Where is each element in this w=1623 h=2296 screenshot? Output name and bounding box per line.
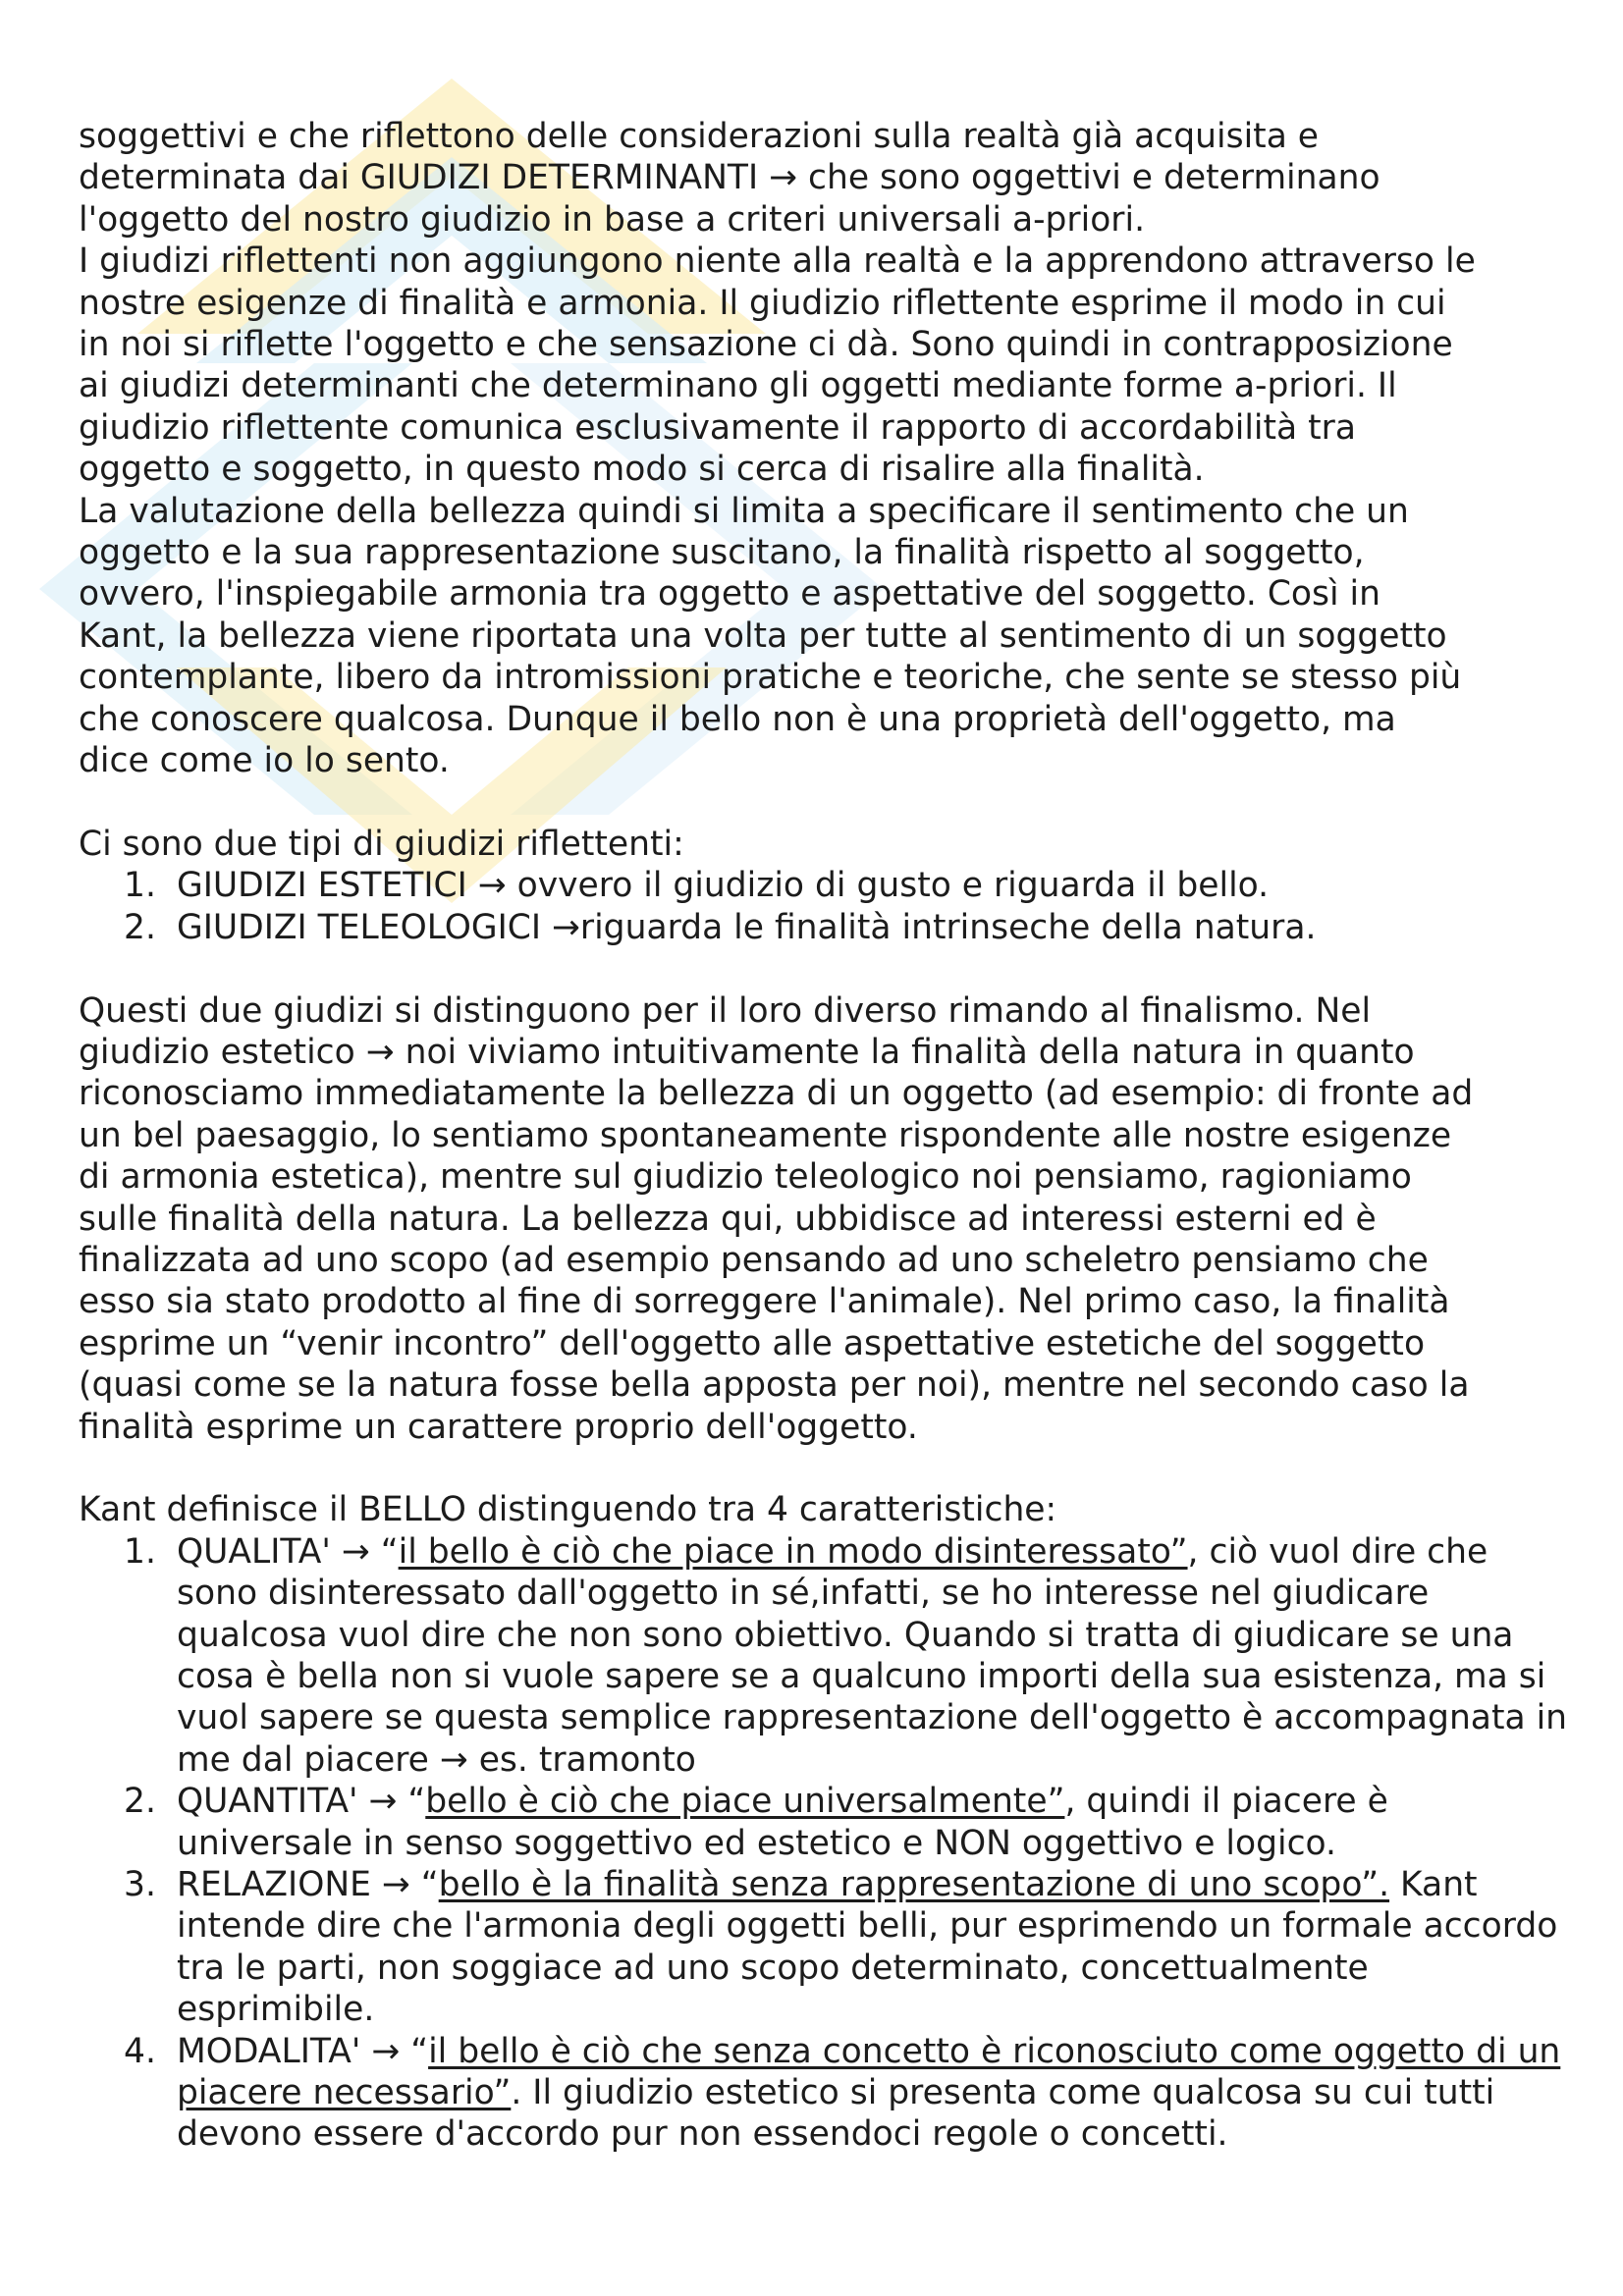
list-item-text: . Il giudizio estetico si presenta come qualcosa su cui tutti devono essere d'accordo pur non essendoci regole o concetti. <box>177 2073 1495 2155</box>
text-line: di armonia estetica), mentre sul giudizio teleologico noi pensiamo, ragioniamo <box>79 1157 1412 1198</box>
paragraph-spacer <box>79 782 1571 824</box>
text-line: un bel paesaggio, lo sentiamo spontaneamente rispondente alle nostre esigenze <box>79 1115 1452 1155</box>
list-item-text: , ciò vuol dire che sono disinteressato dall'oggetto in sé,infatti, se ho interesse nel giudicare qualcosa vuol dire che non sono obiettivo. Quando si tratta di giudicare se una cosa è bella non si vuole sapere se a qualcuno importi della sua esistenza, ma si vuol sapere se questa semplice rappresentazione dell'oggetto è accompagnata in me dal piacere → es. tramonto <box>177 1531 1568 1780</box>
text-line: I giudizi riflettenti non aggiungono niente alla realtà e la apprendono attraverso le <box>79 241 1476 282</box>
text-line: giudizio riflettente comunica esclusivamente il rapporto di accordabilità tra <box>79 407 1356 448</box>
list-number: 2. <box>124 1782 156 1822</box>
text-line: oggetto e la sua rappresentazione suscitano, la finalità rispetto al soggetto, <box>79 533 1365 573</box>
text-line: esprime un “venir incontro” dell'oggetto alle aspettative estetiche del soggetto <box>79 1323 1426 1363</box>
text-line: contemplante, libero da intromissioni pratiche e teoriche, che sente se stesso più <box>79 658 1462 698</box>
text-line: in noi si riflette l'oggetto e che sensazione ci dà. Sono quindi in contrapposizione <box>79 325 1453 365</box>
list-item <box>79 1781 1571 1864</box>
underlined-definition: il bello è ciò che piace in modo disinteressato” <box>398 1531 1188 1572</box>
text-line: finalità esprime un carattere proprio dell'oggetto. <box>79 1407 918 1447</box>
list-item-text: Kant intende dire che l'armonia degli oggetti belli, pur esprimendo un formale accordo tra le parti, non soggiace ad uno scopo determinato, concettualmente esprimibile. <box>177 1865 1558 2030</box>
text-line: determinata dai GIUDIZI DETERMINANTI → che sono oggettivi e determinano <box>79 158 1380 198</box>
text-line: giudizio estetico → noi viviamo intuitivamente la finalità della natura in quanto <box>79 1032 1415 1072</box>
text-line: (quasi come se la natura fosse bella apposta per noi), mentre nel secondo caso la <box>79 1365 1470 1406</box>
list-item-lead: MODALITA' → “ <box>177 2031 429 2071</box>
paragraph-spacer <box>79 1448 1571 1489</box>
text-line: nostre esigenze di finalità e armonia. Il giudizio riflettente esprime il modo in cui <box>79 283 1446 323</box>
text-line: Kant, la bellezza viene riportata una volta per tutte al sentimento di un soggetto <box>79 615 1447 656</box>
list-number: 1. <box>124 1531 156 1572</box>
underlined-definition: bello è ciò che piace universalmente” <box>425 1782 1065 1822</box>
list-item-lead: RELAZIONE → “ <box>177 1865 439 1905</box>
text-line: che conoscere qualcosa. Dunque il bello non è una proprietà dell'oggetto, ma <box>79 699 1396 739</box>
text-line: La valutazione della bellezza quindi si limita a specificare il sentimento che un <box>79 491 1409 531</box>
text-line: sulle finalità della natura. La bellezza qui, ubbidisce ad interessi esterni ed è <box>79 1199 1377 1239</box>
text-line: soggettivi e che riflettono delle considerazioni sulla realtà già acquisita e <box>79 117 1320 156</box>
types-list <box>79 865 1571 948</box>
list-item <box>79 1531 1571 1781</box>
text-line: oggetto e soggetto, in questo modo si cerca di risalire alla finalità. <box>79 450 1205 490</box>
text-line: ovvero, l'inspiegabile armonia tra oggetto e aspettative del soggetto. Così in <box>79 574 1381 614</box>
bello-characteristics-list <box>79 1531 1571 2156</box>
list-item <box>79 865 1571 906</box>
list-item-text: , quindi il piacere è universale in senso soggettivo ed estetico e NON oggettivo e logico. <box>177 1782 1388 1863</box>
text-line: l'oggetto del nostro giudizio in base a criteri universali a-priori. <box>79 199 1146 240</box>
bello-intro: Kant definisce il BELLO distinguendo tra 4 caratteristiche: <box>79 1490 1057 1530</box>
paragraph-finalismo <box>79 990 1571 1448</box>
text-line: dice come io lo sento. <box>79 741 450 781</box>
text-line: riconosciamo immediatamente la bellezza di un oggetto (ad esempio: di fronte ad <box>79 1074 1474 1114</box>
text-line: esso sia stato prodotto al fine di sorreggere l'animale). Nel primo caso, la finalità <box>79 1282 1450 1322</box>
list-number: 2. <box>124 907 156 947</box>
list-item <box>79 1864 1571 2031</box>
document-page <box>79 116 1571 2156</box>
list-number: 1. <box>124 866 156 906</box>
text-line: Questi due giudizi si distinguono per il loro diverso rimando al finalismo. Nel <box>79 990 1372 1031</box>
list-number: 4. <box>124 2031 156 2071</box>
underlined-definition: il bello è ciò che senza concetto è riconosciuto come oggetto di un piacere necessario” <box>177 2031 1561 2113</box>
list-item-lead: QUALITA' → “ <box>177 1531 399 1572</box>
list-item <box>79 2031 1571 2156</box>
text-line: ai giudizi determinanti che determinano gli oggetti mediante forme a-priori. Il <box>79 366 1397 406</box>
text-line: finalizzata ad uno scopo (ad esempio pensando ad uno scheletro pensiamo che <box>79 1240 1429 1280</box>
list-item-text: GIUDIZI TELEOLOGICI →riguarda le finalità intrinseche della natura. <box>177 907 1317 947</box>
list-item-lead: QUANTITA' → “ <box>177 1782 426 1822</box>
list-item-text: GIUDIZI ESTETICI → ovvero il giudizio di gusto e riguarda il bello. <box>177 866 1270 906</box>
paragraph-valutazione-bellezza <box>79 491 1571 782</box>
underlined-definition: bello è la finalità senza rappresentazione di uno scopo”. <box>438 1865 1390 1905</box>
paragraph-spacer <box>79 948 1571 989</box>
types-intro: Ci sono due tipi di giudizi riflettenti: <box>79 824 684 864</box>
list-item <box>79 907 1571 948</box>
list-number: 3. <box>124 1865 156 1905</box>
paragraph-giudizi-riflettenti <box>79 240 1571 490</box>
paragraph-giudizi-determinanti <box>79 116 1571 240</box>
